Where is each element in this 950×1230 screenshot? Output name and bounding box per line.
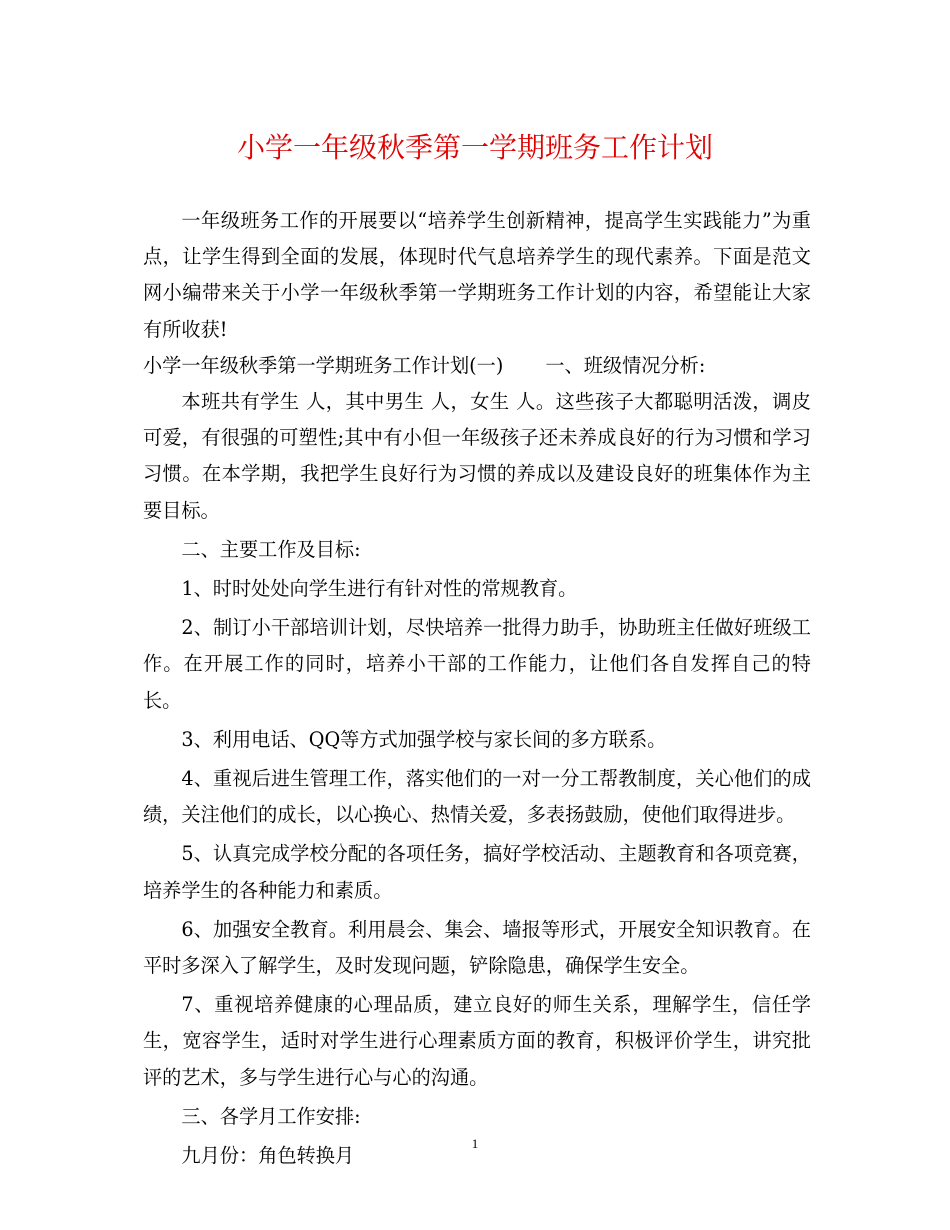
section-one-heading: 一、班级情况分析: bbox=[545, 353, 706, 377]
goal-item-3: 3、利用电话、QQ等方式加强学校与家长间的多方联系。 bbox=[181, 727, 667, 751]
goal-item-4: 4、重视后进生管理工作，落实他们的一对一分工帮教制度，关心他们的成绩，关注他们的成长，以心换心、热情关爱，多表扬鼓励，使他们取得进步。 bbox=[143, 767, 811, 827]
section-subheading bbox=[143, 348, 811, 384]
goal-item-6: 6、加强安全教育。利用晨会、集会、墙报等形式，开展安全知识教育。在平时多深入了解学生，及时发现问题，铲除隐患，确保学生安全。 bbox=[143, 917, 811, 978]
section-three-heading: 三、各学月工作安排: bbox=[181, 1104, 361, 1128]
september-heading: 九月份：角色转换月 bbox=[181, 1144, 355, 1168]
document-title: 小学一年级秋季第一学期班务工作计划 bbox=[236, 131, 713, 164]
spacer bbox=[503, 348, 545, 384]
section-two-heading: 二、主要工作及目标: bbox=[181, 537, 361, 561]
goal-item-7: 7、重视培养健康的心理品质，建立良好的师生关系，理解学生，信任学生，宽容学生，适时对学生进行心理素质方面的教育，积极评价学生，讲究批评的艺术，多与学生进行心与心的沟通。 bbox=[143, 993, 811, 1089]
plan-subtitle: 小学一年级秋季第一学期班务工作计划(一) bbox=[143, 353, 504, 377]
page-number: 1 bbox=[471, 1136, 479, 1151]
class-analysis-paragraph: 本班共有学生 人，其中男生 人，女生 人。这些孩子大都聪明活泼，调皮可爱，有很强的可塑性;其中有小但一年级孩子还未养成良好的行为习惯和学习习惯。在本学期，我把学生良好行为习惯的养成以及建设良好的班集体作为主要目标。 bbox=[143, 390, 811, 522]
goal-item-2: 2、制订小干部培训计划，尽快培养一批得力助手，协助班主任做好班级工作。在开展工作的同时，培养小干部的工作能力，让他们各自发挥自己的特长。 bbox=[143, 616, 811, 712]
document-body bbox=[143, 203, 811, 1174]
goal-item-1: 1、时时处处向学生进行有针对性的常规教育。 bbox=[181, 577, 578, 601]
goal-item-5: 5、认真完成学校分配的各项任务，搞好学校活动、主题教育和各项竞赛，培养学生的各种能力和素质。 bbox=[143, 842, 811, 902]
intro-paragraph: 一年级班务工作的开展要以“培养学生创新精神，提高学生实践能力”为重点，让学生得到全面的发展，体现时代气息培养学生的现代素养。下面是范文网小编带来关于小学一年级秋季第一学期班务工作计划的内容，希望能让大家有所收获! bbox=[143, 209, 811, 341]
